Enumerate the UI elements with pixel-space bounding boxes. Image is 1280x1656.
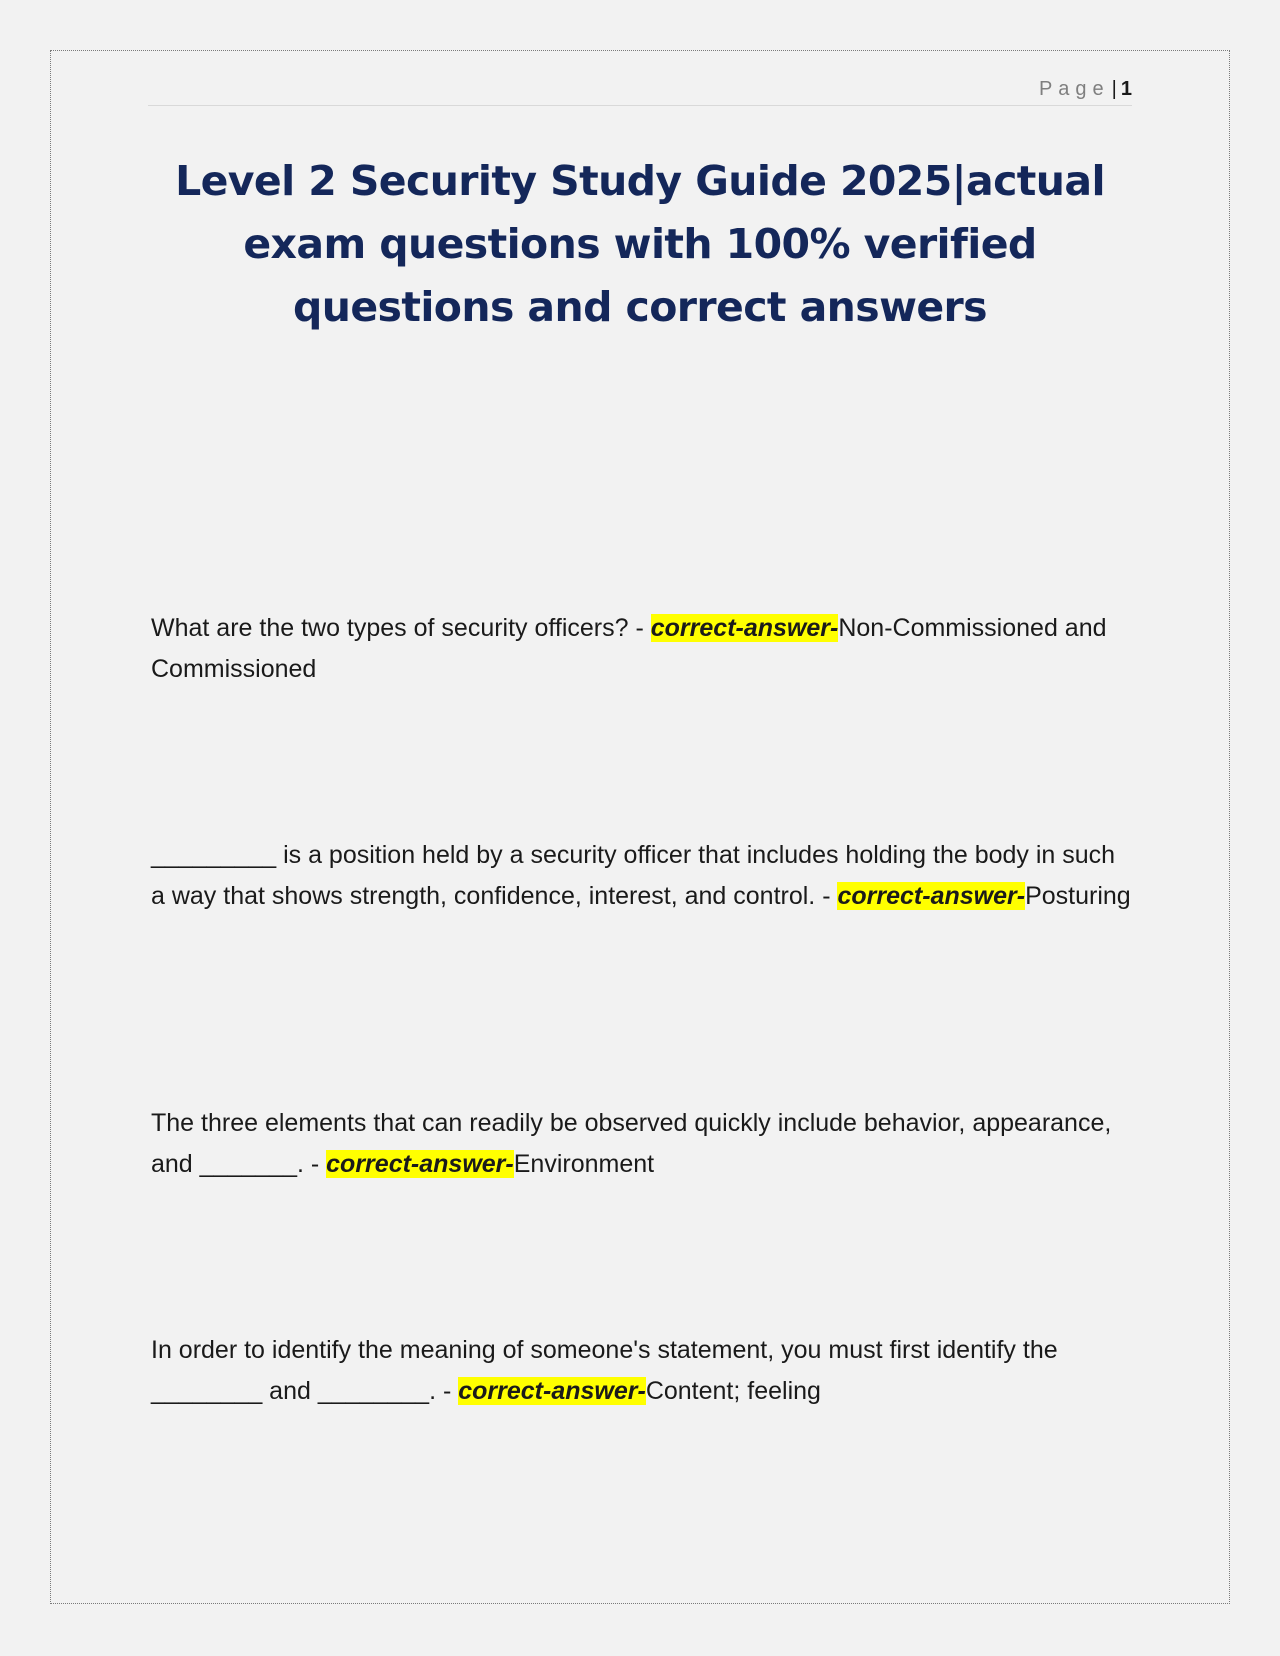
qa-item: [151, 608, 1135, 690]
question-text: In order to identify the meaning of someone's statement, you must first identify the ________ and ________. -: [151, 1336, 1058, 1405]
answer-text: Posturing: [1025, 882, 1131, 910]
page-number-value: 1: [1120, 78, 1132, 100]
qa-item: [151, 1103, 1135, 1185]
page-separator: |: [1111, 78, 1117, 100]
page-header: [148, 76, 1132, 106]
page-number-label: [1039, 78, 1132, 100]
question-text: What are the two types of security officers? -: [151, 614, 651, 642]
question-text: The three elements that can readily be observed quickly include behavior, appearance, and _______. -: [151, 1109, 1112, 1178]
document-title: Level 2 Security Study Guide 2025|actual exam questions with 100% verified questions and correct answers: [175, 157, 1105, 331]
qa-item: [151, 1330, 1135, 1412]
page-label-text: Page: [1038, 78, 1110, 100]
answer-tag: correct-answer-: [837, 882, 1026, 910]
answer-tag: correct-answer-: [458, 1377, 646, 1405]
question-text: _________ is a position held by a security officer that includes holding the body in such a way that shows strength, confidence, interest, and control. -: [151, 841, 1116, 910]
answer-text: Non-Commissioned and Commissioned: [151, 614, 1107, 683]
qa-item: [151, 835, 1135, 917]
answer-tag: correct-answer-: [650, 614, 839, 642]
answer-tag: correct-answer-: [326, 1150, 514, 1178]
answer-text: Content; feeling: [645, 1377, 821, 1405]
answer-text: Environment: [513, 1150, 655, 1178]
